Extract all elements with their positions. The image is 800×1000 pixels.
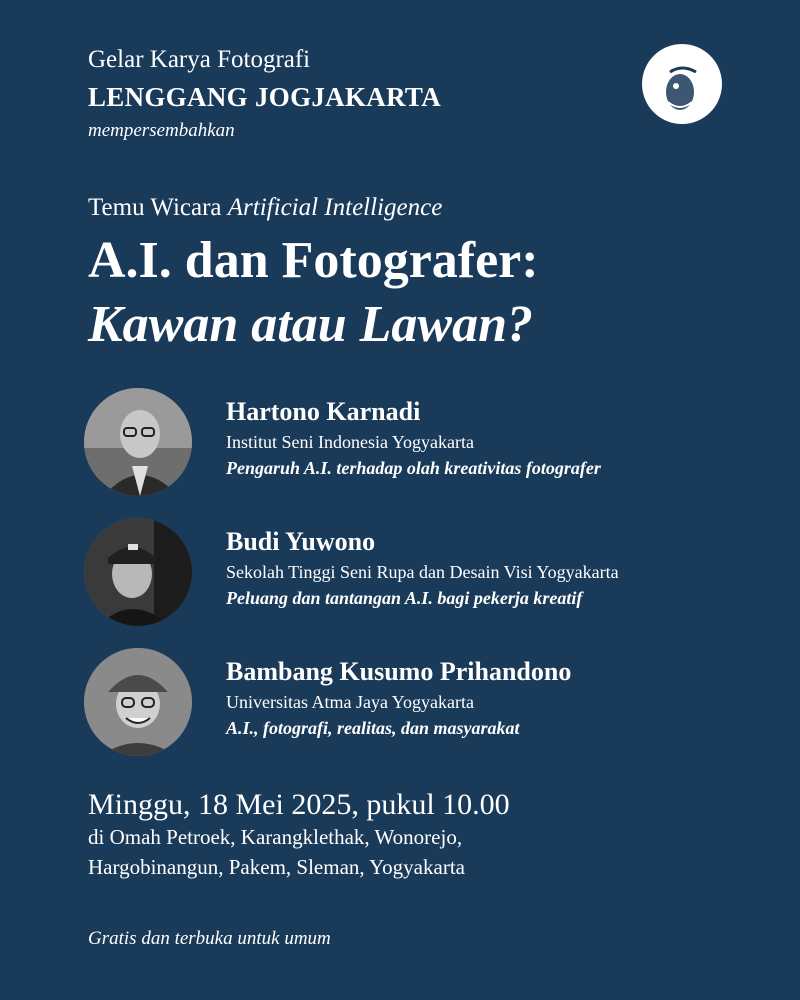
speaker-card [84,648,744,758]
speaker-institution: Sekolah Tinggi Seni Rupa dan Desain Visi Yogyakarta [226,562,619,582]
omah-petroek-logo [640,42,724,126]
speaker-name: Bambang Kusumo Prihandono [226,657,572,686]
event-datetime: Minggu, 18 Mei 2025, pukul 10.00 [88,788,510,821]
speaker-institution: Universitas Atma Jaya Yogyakarta [226,692,474,712]
kicker-italic: Artificial Intelligence [227,194,443,221]
venue-line2: Hargobinangun, Pakem, Sleman, Yogyakarta [88,855,465,879]
admission-note: Gratis dan terbuka untuk umum [88,928,331,949]
speaker-topic: Pengaruh A.I. terhadap olah kreativitas fotografer [226,458,601,478]
speaker-card [84,518,744,628]
speaker-photo [84,388,192,496]
speaker-name: Budi Yuwono [226,527,376,556]
speaker-name: Hartono Karnadi [226,397,421,426]
headline-line1: A.I. dan Fotografer: [88,232,539,289]
speaker-topic: A.I., fotografi, realitas, dan masyarakat [226,718,520,738]
venue-line1: di Omah Petroek, Karangklethak, Wonorejo, [88,825,463,849]
presents-label: mempersembahkan [88,120,235,141]
speaker-card [84,388,744,498]
speaker-institution: Institut Seni Indonesia Yogyakarta [226,432,474,452]
kicker-prefix: Temu Wicara [88,194,228,221]
series-label: Gelar Karya Fotografi [88,46,311,73]
speaker-topic: Peluang dan tantangan A.I. bagi pekerja kreatif [226,588,583,608]
series-title: LENGGANG JOGJAKARTA [88,82,442,112]
headline-line2: Kawan atau Lawan? [88,296,534,353]
speaker-photo [84,518,192,626]
event-kicker [88,192,442,224]
speaker-photo [84,648,192,756]
